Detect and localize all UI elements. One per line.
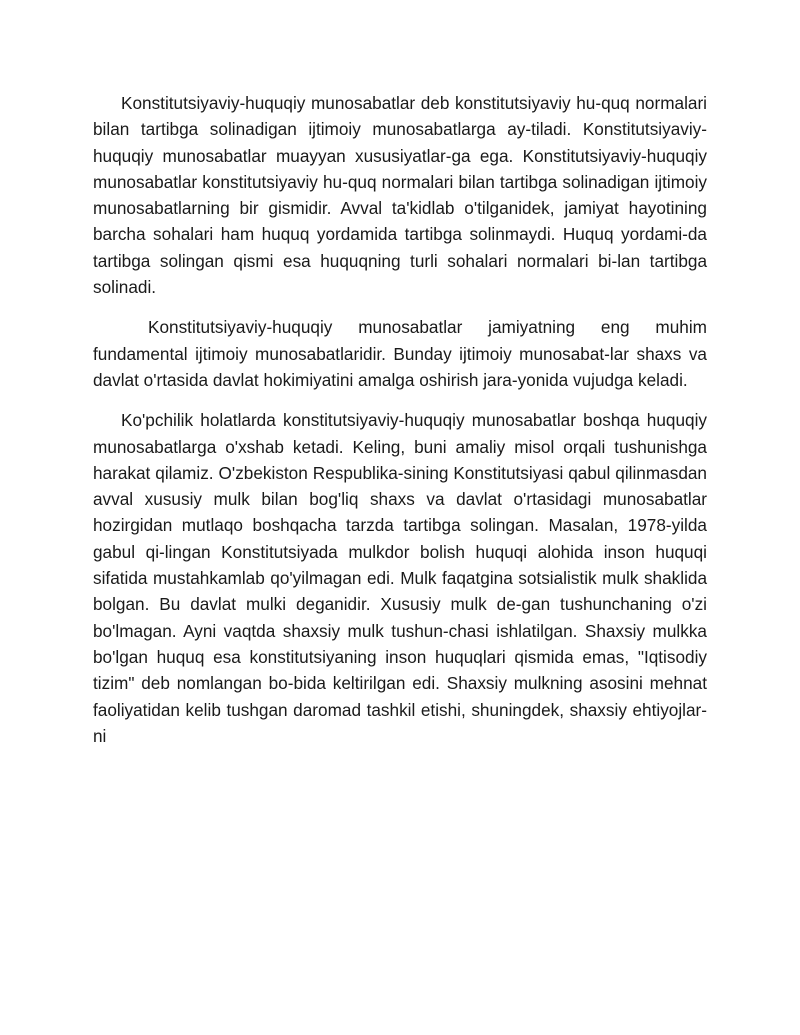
paragraph-1: Konstitutsiyaviy-huquqiy munosabatlar deb konstitutsiyaviy hu-quq normalari bilan tartibga solinadigan ijtimoiy munosabatlarga ay-tiladi. Konstitutsiyaviy-huquqiy munosabatlar muayyan xususiyatlar-ga ega. Konstitutsiyaviy-huquqiy munosabatlar konstitutsiyaviy hu-quq normalari bilan tartibga solinadigan ijtimoiy munosabatlarning bir gismidir. Avval ta'kidlab o'tilganidek, jamiyat hayotining barcha sohalari ham huquq yordamida tartibga solinmaydi. Huquq yordami-da tartibga solingan qismi esa huquqning turli sohalari normalari bi-lan tartibga solinadi. <box>93 93 707 298</box>
paragraph-2: Konstitutsiyaviy-huquqiy munosabatlar jamiyatning eng muhim fundamental ijtimoiy munosabatlaridir. Bunday ijtimoiy munosabat-lar shaxs va davlat o'rtasida davlat hokimiyatini amalga oshirish jara-yonida vujudga keladi. <box>93 317 707 390</box>
paragraph-3: Ko'pchilik holatlarda konstitutsiyaviy-huquqiy munosabatlar boshqa huquqiy munosabatlarga o'xshab ketadi. Keling, buni amaliy misol orqali tushunishga harakat qilamiz. O'zbekiston Respublika-sining Konstitutsiyasi qabul qilinmasdan avval xususiy mulk bilan bog'liq shaxs va davlat o'rtasidagi munosabatlar hozirgidan mutlaqo boshqacha tarzda tartibga solingan. Masalan, 1978-yilda gabul qi-lingan Konstitutsiyada mulkdor bolish huquqi alohida inson huquqi sifatida mustahkamlab qo'yilmagan edi. Mulk faqatgina sotsialistik mulk shaklida bolgan. Bu davlat mulki deganidir. Xususiy mulk de-gan tushunchaning o'zi bo'lmagan. Ayni vaqtda shaxsiy mulk tushun-chasi ishlatilgan. Shaxsiy mulkka bo'lgan huquq esa konstitutsiyaning inson huquqlari qismida emas, "Iqtisodiy tizim" deb nomlangan bo-bida keltirilgan edi. Shaxsiy mulkning asosini mehnat faoliyatidan kelib tushgan daromad tashkil etishi, shuningdek, shaxsiy ehtiyojlar-ni <box>93 410 707 746</box>
document-page <box>93 90 707 749</box>
